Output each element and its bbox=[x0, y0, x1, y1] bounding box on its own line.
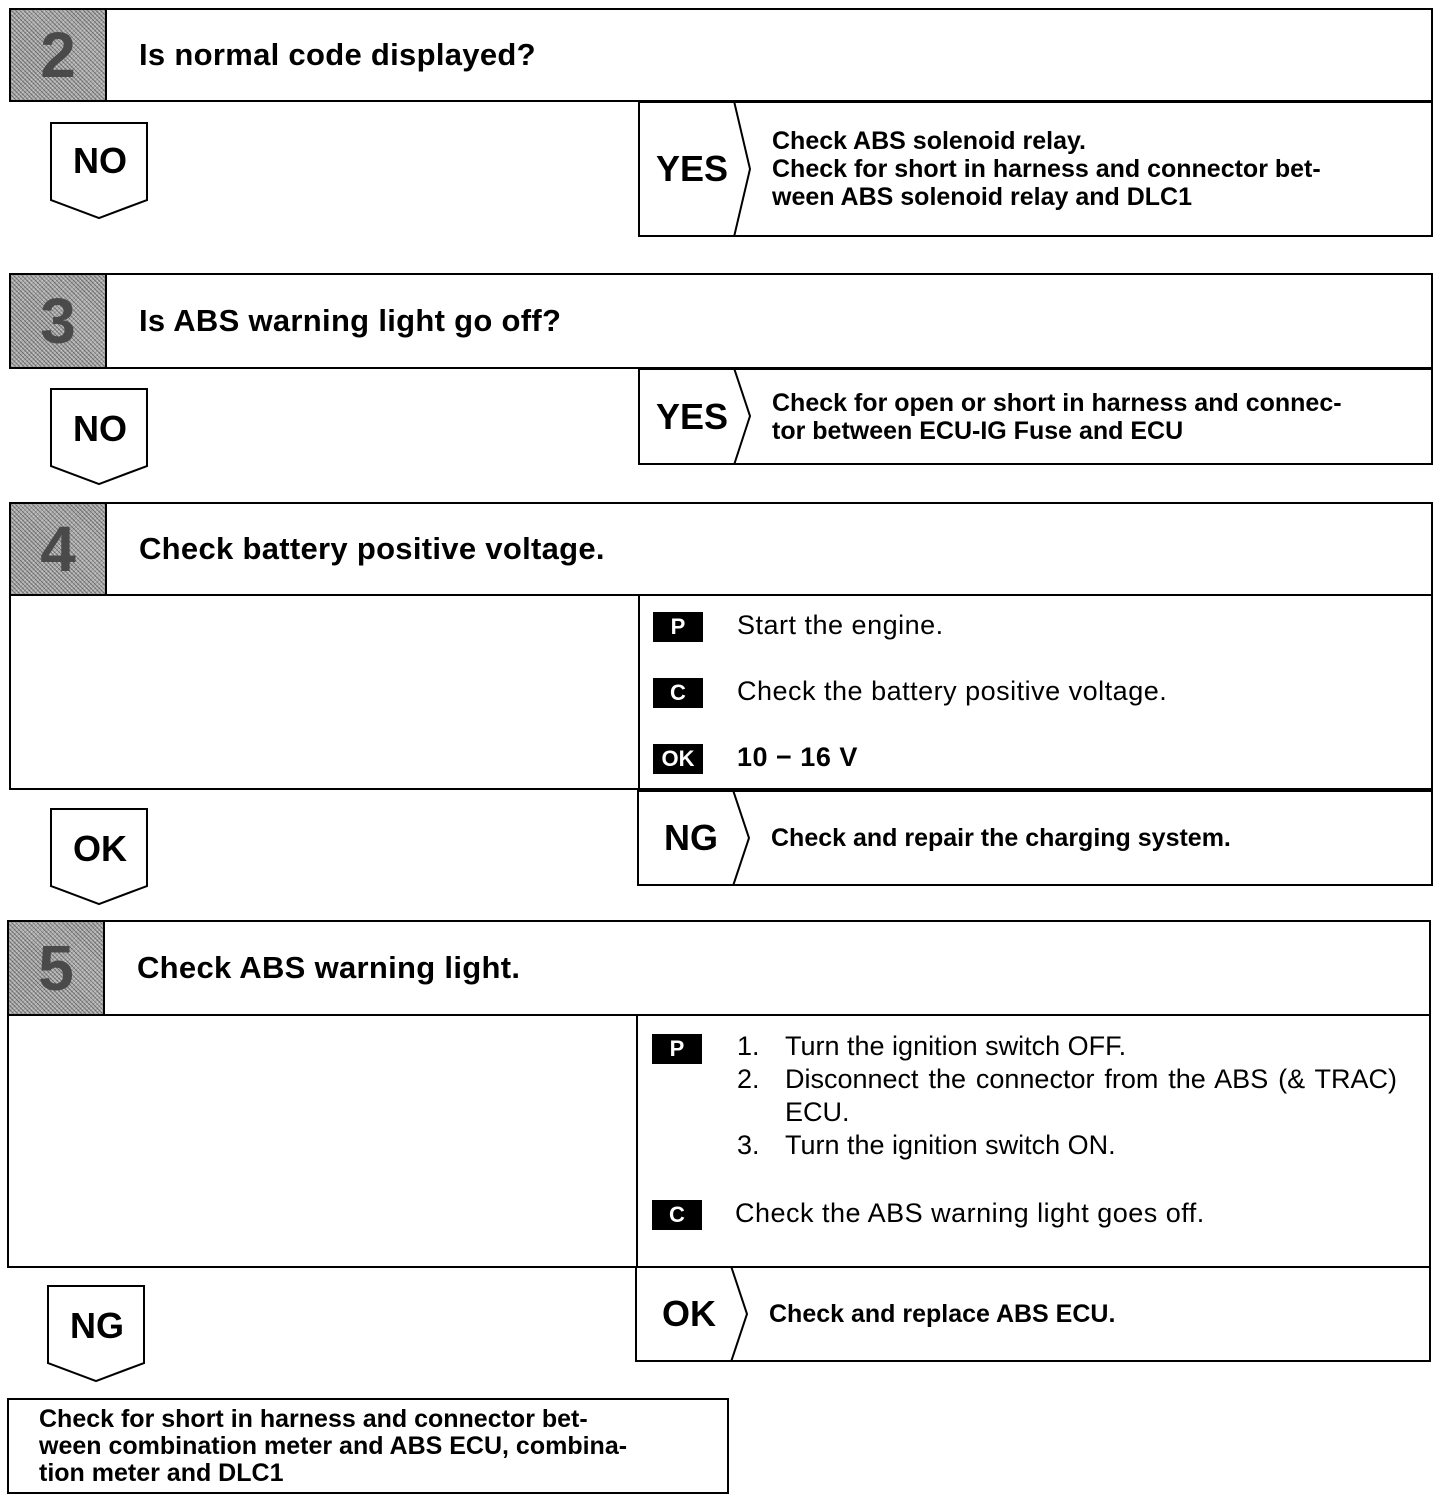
step-5-p-item-number: 3. bbox=[737, 1130, 760, 1160]
step-2-number: 2 bbox=[11, 10, 107, 100]
step-5-ok-box bbox=[635, 1266, 1431, 1362]
step-5-p-badge: P bbox=[652, 1034, 702, 1064]
step-2-down-label: NO bbox=[73, 140, 127, 181]
step-2-header bbox=[9, 8, 1433, 102]
step-4-body bbox=[9, 594, 1433, 790]
step-3-yes-label: YES bbox=[655, 395, 729, 437]
step-4-ng-label: NG bbox=[664, 817, 718, 858]
step-5-body-divider bbox=[636, 1016, 638, 1268]
final-result-box bbox=[7, 1398, 729, 1494]
step-4-p-badge: P bbox=[653, 612, 703, 642]
step-5-p-item bbox=[737, 1129, 1397, 1162]
step-3-number: 3 bbox=[11, 275, 107, 367]
chevron-right-icon bbox=[729, 1266, 751, 1362]
step-3-down-arrow bbox=[50, 388, 150, 486]
step-4-down-label: OK bbox=[73, 828, 127, 869]
step-5-down-arrow bbox=[47, 1285, 147, 1383]
step-5-title: Check ABS warning light. bbox=[137, 950, 521, 985]
step-5-p-item-text: Turn the ignition switch OFF. bbox=[785, 1031, 1127, 1061]
step-5-c-badge: C bbox=[652, 1200, 702, 1230]
step-2-down-arrow bbox=[50, 122, 150, 220]
step-2-yes-label: YES bbox=[655, 148, 729, 189]
step-2-yes-text: Check ABS solenoid relay. Check for short in harness and connector bet- ween ABS solenoid relay and DLC1 bbox=[772, 127, 1321, 211]
step-4-ng-box bbox=[637, 790, 1433, 886]
chevron-right-icon bbox=[732, 368, 754, 465]
step-3-header bbox=[9, 273, 1433, 369]
step-3-title: Is ABS warning light go off? bbox=[139, 303, 562, 338]
step-2-yes-box bbox=[638, 101, 1433, 237]
chevron-right-icon bbox=[732, 101, 754, 237]
step-3-yes-box bbox=[638, 368, 1433, 465]
step-5-p-item-text: Turn the ignition switch ON. bbox=[785, 1130, 1116, 1160]
step-4-body-divider bbox=[638, 596, 640, 790]
chevron-right-icon bbox=[731, 790, 753, 886]
step-5-p-list bbox=[737, 1030, 1397, 1162]
step-5-p-item bbox=[737, 1063, 1397, 1129]
step-5-p-item-text: Disconnect the connector from the ABS (& TRAC) ECU. bbox=[785, 1064, 1397, 1127]
step-4-c-text: Check the battery positive voltage. bbox=[737, 676, 1168, 706]
step-2-title: Is normal code displayed? bbox=[139, 37, 536, 72]
step-4-ng-text: Check and repair the charging system. bbox=[771, 824, 1231, 852]
step-4-p-text: Start the engine. bbox=[737, 610, 944, 640]
step-5-body bbox=[7, 1014, 1431, 1268]
step-3-down-label: NO bbox=[73, 408, 127, 449]
final-result-text: Check for short in harness and connector bet- ween combination meter and ABS ECU, combina- tion meter and DLC1 bbox=[39, 1405, 628, 1487]
step-4-title: Check battery positive voltage. bbox=[139, 531, 605, 566]
step-5-p-item bbox=[737, 1030, 1397, 1063]
step-4-header bbox=[9, 502, 1433, 596]
step-5-p-item-number: 2. bbox=[737, 1064, 760, 1094]
step-4-number: 4 bbox=[11, 504, 107, 594]
step-4-ok-badge: OK bbox=[653, 744, 703, 774]
step-4-down-arrow bbox=[50, 808, 150, 906]
step-5-ok-text: Check and replace ABS ECU. bbox=[769, 1300, 1116, 1328]
step-5-c-text: Check the ABS warning light goes off. bbox=[735, 1198, 1205, 1228]
step-4-ok-text: 10 − 16 V bbox=[737, 742, 858, 772]
step-3-yes-text: Check for open or short in harness and connec- tor between ECU-IG Fuse and ECU bbox=[772, 388, 1342, 445]
step-5-header bbox=[7, 920, 1431, 1016]
step-5-p-item-number: 1. bbox=[737, 1031, 760, 1061]
step-4-c-badge: C bbox=[653, 678, 703, 708]
step-5-ok-label: OK bbox=[662, 1293, 716, 1334]
step-5-down-label: NG bbox=[70, 1305, 124, 1346]
step-5-number: 5 bbox=[9, 922, 105, 1014]
